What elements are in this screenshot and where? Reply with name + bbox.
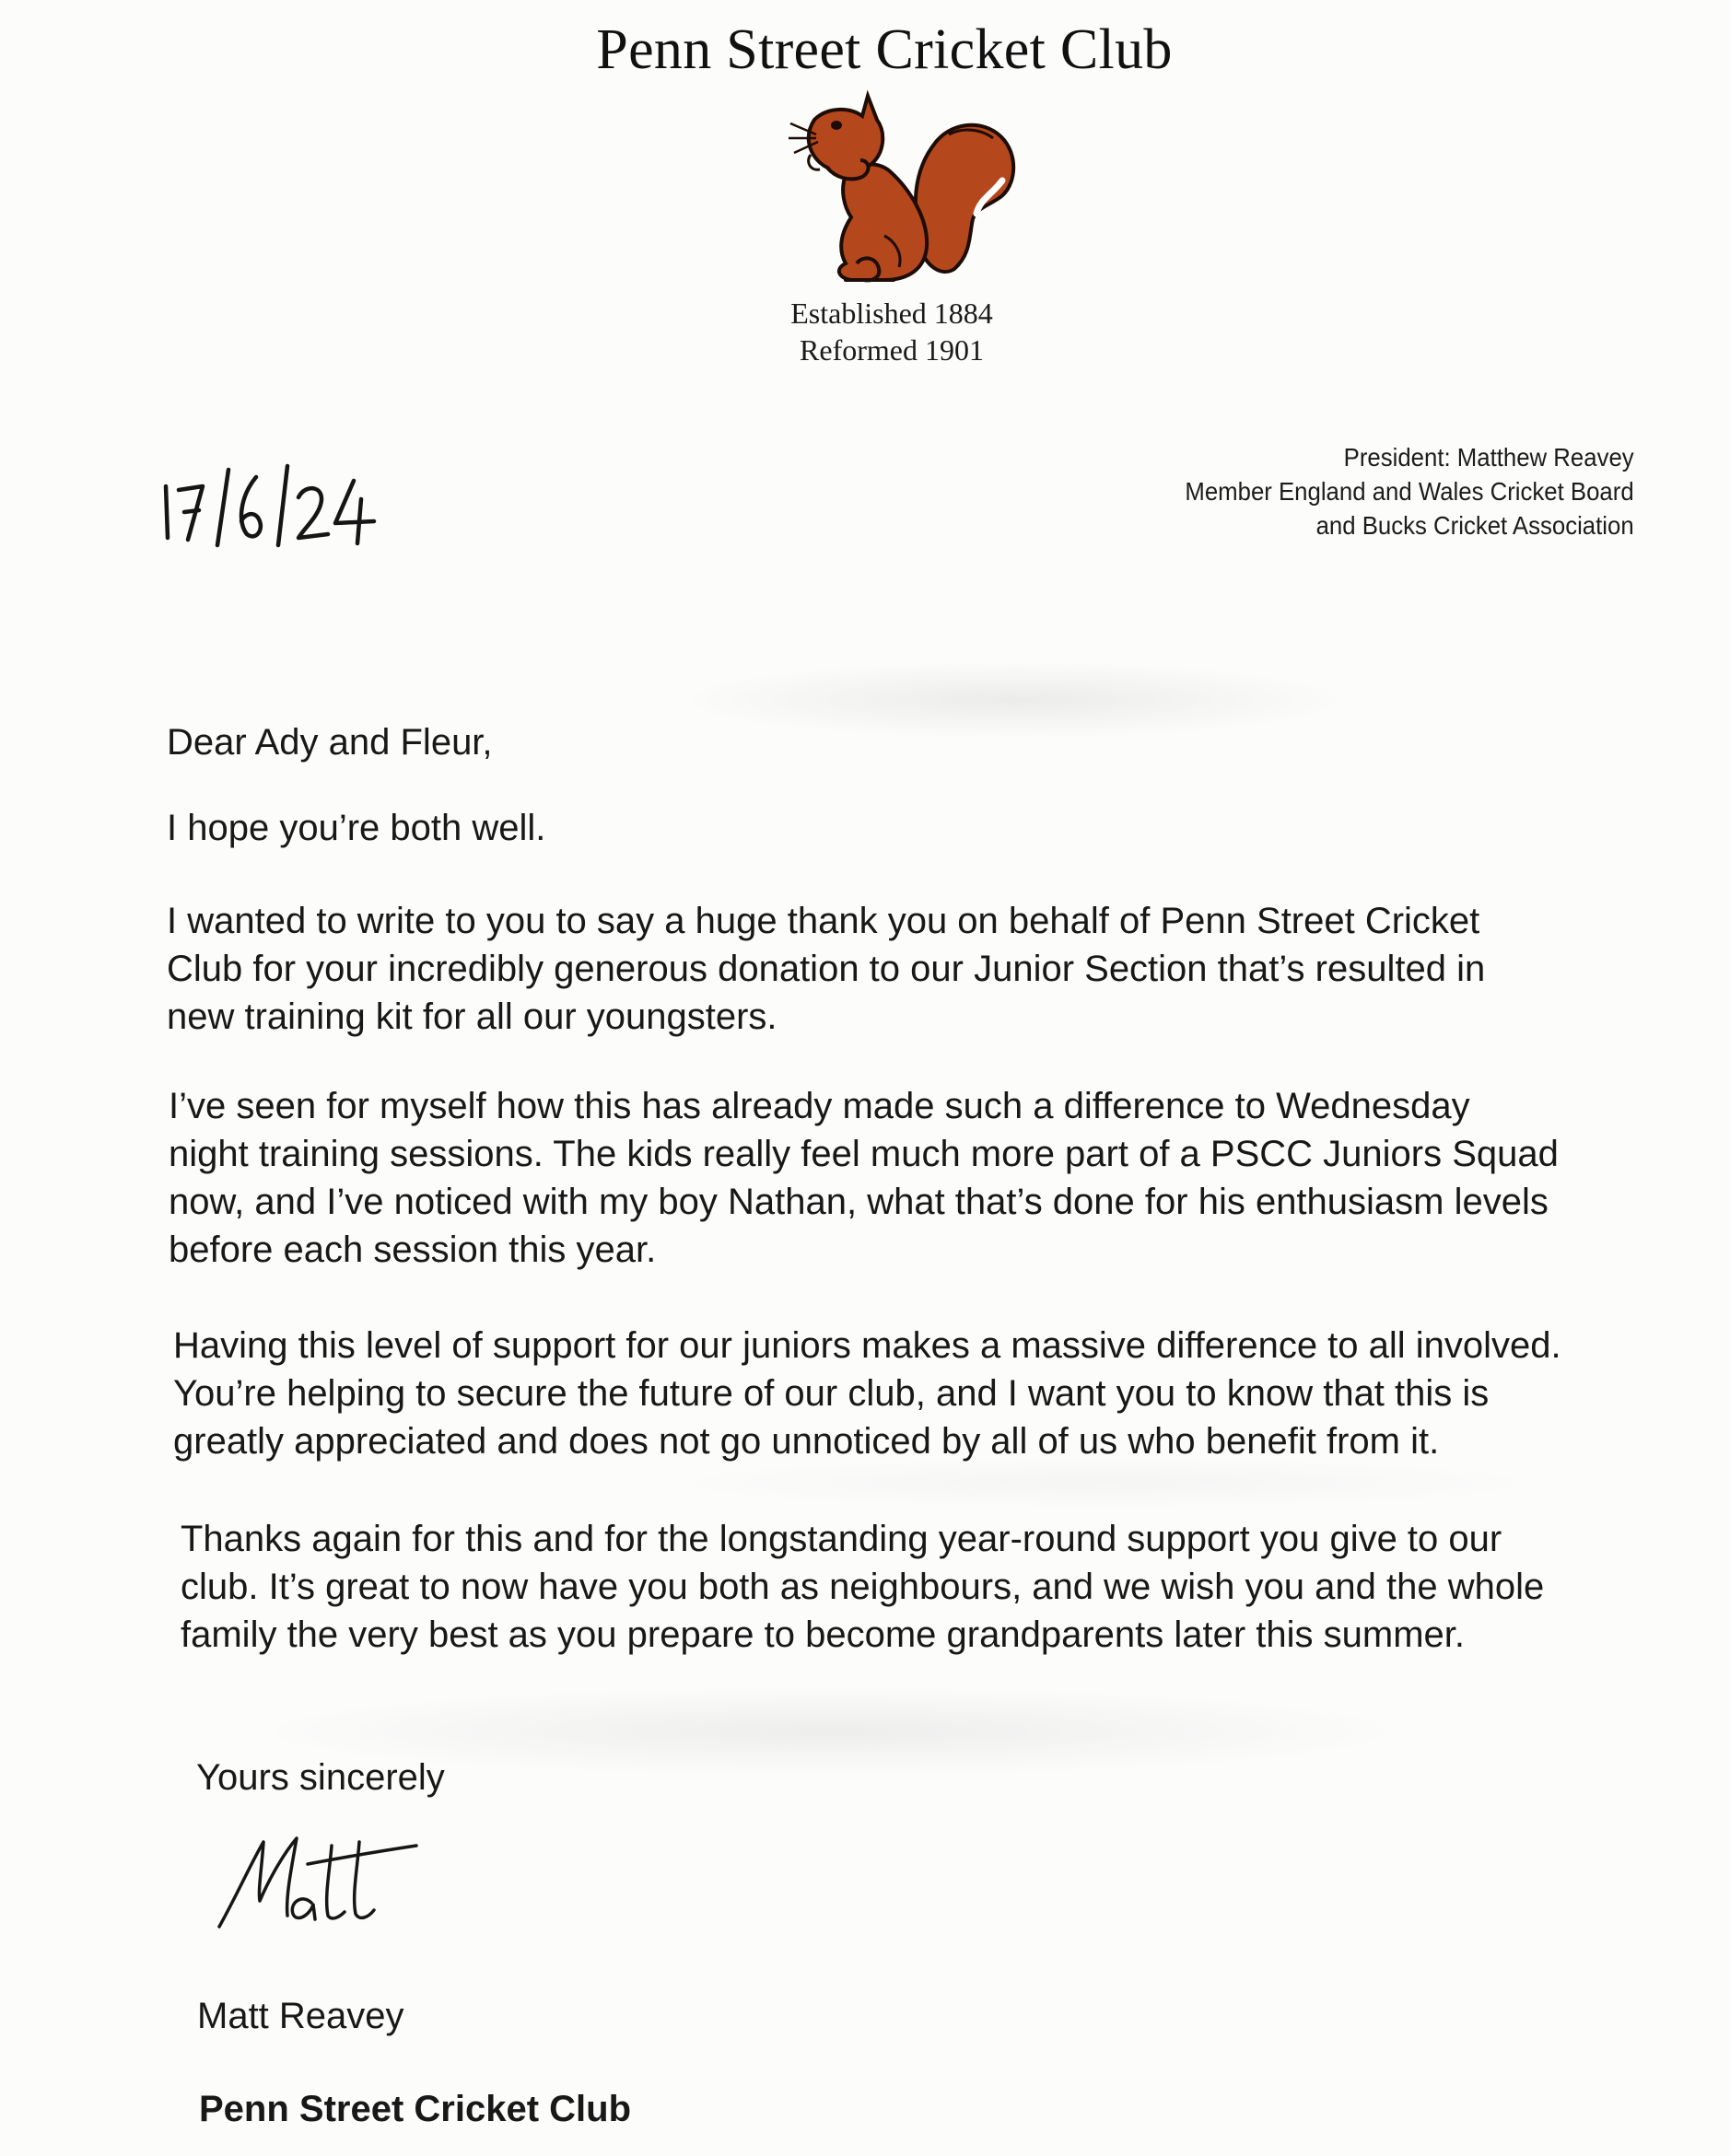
established-year: Established 1884 [790,297,993,330]
handwritten-date [147,449,396,551]
paragraph-line: Thanks again for this and for the longstanding year-round support you give to our [181,1519,1502,1559]
handwritten-signature [212,1824,424,1943]
paragraph-line: Club for your incredibly generous donation to our Junior Section that’s resulted in [167,949,1486,989]
paragraph-line: Having this level of support for our juniors makes a massive difference to all involved. [173,1325,1561,1366]
signer-club: Penn Street Cricket Club [199,2089,632,2129]
membership-line: Member England and Wales Cricket Board [1185,477,1634,506]
association-line: and Bucks Cricket Association [1315,511,1634,540]
club-name-heading: Penn Street Cricket Club [596,18,1173,81]
paragraph-line: new training kit for all our youngsters. [167,996,777,1037]
paragraph-line: before each session this year. [169,1230,657,1270]
paragraph-line: club. It’s great to now have you both as neighbours, and we wish you and the whole [181,1567,1545,1607]
signer-name: Matt Reavey [197,1996,404,2036]
paragraph-4 [181,1515,1544,1659]
paragraph-line: You’re helping to secure the future of our club, and I want you to know that this is [173,1373,1490,1414]
paragraph-line: I’ve seen for myself how this has already made such a difference to Wednesday [169,1086,1470,1126]
reformed-year: Reformed 1901 [800,333,984,367]
paragraph-1 [167,897,1485,1041]
paragraph-line: I wanted to write to you to say a huge thank you on behalf of Penn Street Cricket [167,901,1480,941]
closing: Yours sincerely [196,1757,445,1798]
president-line: President: Matthew Reavey [1344,443,1634,472]
paragraph-line: night training sessions. The kids really feel much more part of a PSCC Juniors Squad [169,1134,1559,1174]
red-squirrel-logo-icon [774,79,1023,297]
paragraph-line: now, and I’ve noticed with my boy Nathan, what that’s done for his enthusiasm levels [169,1182,1549,1222]
paragraph-3 [173,1322,1561,1465]
president-block [1186,440,1634,542]
paragraph-line: greatly appreciated and does not go unnoticed by all of us who benefit from it. [173,1421,1440,1462]
paragraph-line: family the very best as you prepare to become grandparents later this summer. [181,1614,1466,1655]
opening-line: I hope you’re both well. [167,808,546,848]
paragraph-2 [169,1082,1559,1274]
salutation: Dear Ady and Fleur, [167,722,493,763]
